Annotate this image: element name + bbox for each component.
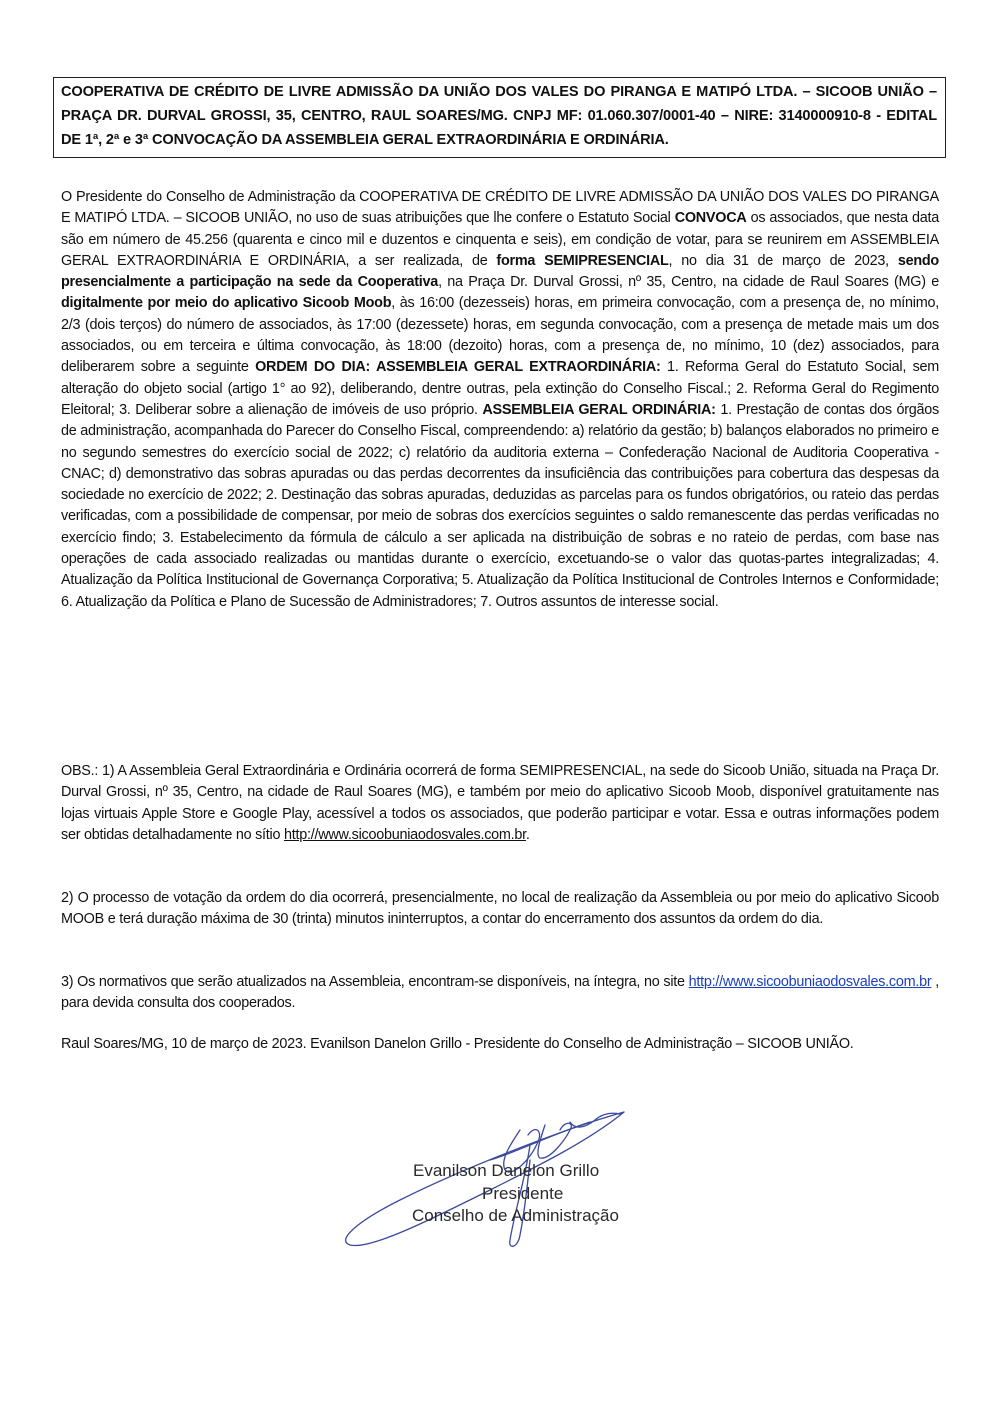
obs-2-paragraph [61,888,939,931]
signer-organization: Conselho de Administração [412,1206,619,1225]
signer-name: Evanilson Danelon Grillo [413,1161,600,1180]
edital-header-box [53,77,946,158]
text-span: Raul Soares/MG, 10 de março de 2023. Evanilson Danelon Grillo - Presidente do Conselho de Administração – SICOOB UNIÃO. [61,1036,854,1052]
obs-3-paragraph [61,972,939,1015]
signature-block [340,1100,680,1260]
closing-paragraph [61,1034,939,1055]
text-span: , na Praça Dr. Durval Grossi, nº 35, Centro, na cidade de Raul Soares (MG) e [438,274,939,291]
text-span: , às 16:00 (dezesseis) horas, em primeira convocação, com a presença de, no mínimo, 2/3 (dois terços) do número de associados, às 17:00 (dezessete) horas, em segunda convocação, com a presença de metade mais um dos associados, ou em terceira e última convocação, às 18:00 (dezoito) horas, com a presença de, no mínimo, 10 (dez) associados, para deliberarem sobre a seguinte [61,295,939,376]
bold-forma-semipresencial: forma SEMIPRESENCIAL [496,252,669,269]
bold-convoca: CONVOCA [674,210,747,227]
website-link-plain[interactable]: http://www.sicoobuniaodosvales.com.br [284,826,526,843]
text-span: os associados, que nesta data são em número de 45.256 (quarenta e cinco mil e duzentos e cinquenta e seis), em condição de votar, para se reunirem em ASSEMBLEIA GERAL EXTRAORDINÁRIA E ORDINÁRIA, a ser realizada, de [61,210,939,269]
text-span: 1. Reforma Geral do Estatuto Social, sem alteração do objeto social (artigo 1° ao 92), deliberando, dentre outras, pela extinção do Conselho Fiscal.; 2. Reforma Geral do Regimento Eleitoral; 3. Deliberar sobre a alienação de imóveis de uso próprio. [61,359,940,418]
text-span: , para devida consulta dos cooperados. [61,974,939,1012]
convocation-paragraph [61,187,939,613]
bold-ordem-do-dia: ORDEM DO DIA: ASSEMBLEIA GERAL EXTRAORDINÁRIA: [255,359,661,376]
bold-digital-participation: digitalmente por meio do aplicativo Sicoob Moob [61,295,392,312]
edital-header-text: COOPERATIVA DE CRÉDITO DE LIVRE ADMISSÃO DA UNIÃO DOS VALES DO PIRANGA E MATIPÓ LTDA. – SICOOB UNIÃO – PRAÇA DR. DURVAL GROSSI, 35, CENTRO, RAUL SOARES/MG. CNPJ MF: 01.060.307/0001-40 – NIRE: 3140000910-8 - EDITAL DE 1ª, 2ª e 3ª CONVOCAÇÃO DA ASSEMBLEIA GERAL EXTRAORDINÁRIA E ORDINÁRIA. [61,84,937,149]
bold-presencial-participation: sendo presencialmente a participação na sede da Cooperativa [61,252,939,291]
text-span: O Presidente do Conselho de Administração da COOPERATIVA DE CRÉDITO DE LIVRE ADMISSÃO DA UNIÃO DOS VALES DO PIRANGA E MATIPÓ LTDA. – SICOOB UNIÃO, no uso de suas atribuições que lhe confere o Estatuto Social [61,189,939,227]
signer-role: Presidente [482,1184,564,1203]
text-span: , no dia 31 de março de 2023, [668,252,898,269]
text-span: . [525,826,530,843]
website-link[interactable]: http://www.sicoobuniaodosvales.com.br [688,974,932,990]
obs-1-paragraph [61,761,939,846]
text-span: OBS.: 1) A Assembleia Geral Extraordinária e Ordinária ocorrerá de forma SEMIPRESENCIAL, na sede do Sicoob União, situada na Praça Dr. Durval Grossi, nº 35, Centro, na cidade de Raul Soares (MG), e também por meio do aplicativo Sicoob Moob, disponível gratuitamente nas lojas virtuais Apple Store e Google Play, acessível a todos os associados, que poderão participar e votar. Essa e outras informações podem ser obtidas detalhadamente no sítio [61,763,939,843]
text-span: 3) Os normativos que serão atualizados na Assembleia, encontram-se disponíveis, na íntegra, no site [61,974,689,990]
bold-ago-heading: ASSEMBLEIA GERAL ORDINÁRIA: [482,401,716,418]
text-span: 1. Prestação de contas dos órgãos de administração, acompanhada do Parecer do Conselho Fiscal, compreendendo: a) relatório da gestão; b) balanços elaborados no primeiro e no segundo semestres do exercício social de 2022; c) relatório da auditoria externa – Confederação Nacional de Auditoria Cooperativa - CNAC; d) demonstrativo das sobras apuradas ou das perdas decorrentes da insuficiência das contribuições para cobertura das despesas da sociedade no exercício de 2022; 2. Destinação das sobras apuradas, deduzidas as parcelas para os fundos obrigatórios, ou rateio das perdas verificadas, com a possibilidade de compensar, por meio de sobras dos exercícios seguintes o saldo remanescente das perdas verificadas no exercício findo; 3. Estabelecimento da fórmula de cálculo a ser aplicada na distribuição de sobras e no rateio de perdas, com base nas operações de cada associado realizadas ou mantidas durante o exercício, excetuando-se o valor das quotas-partes integralizadas; 4. Atualização da Política Institucional de Governança Corporativa; 5. Atualização da Política Institucional de Controles Internos e Conformidade; 6. Atualização da Política e Plano de Sucessão de Administradores; 7. Outros assuntos de interesse social. [61,401,939,610]
text-span: 2) O processo de votação da ordem do dia ocorrerá, presencialmente, no local de realização da Assembleia ou por meio do aplicativo Sicoob MOOB e terá duração máxima de 30 (trinta) minutos ininterruptos, a contar do encerramento dos assuntos da ordem do dia. [61,890,939,928]
